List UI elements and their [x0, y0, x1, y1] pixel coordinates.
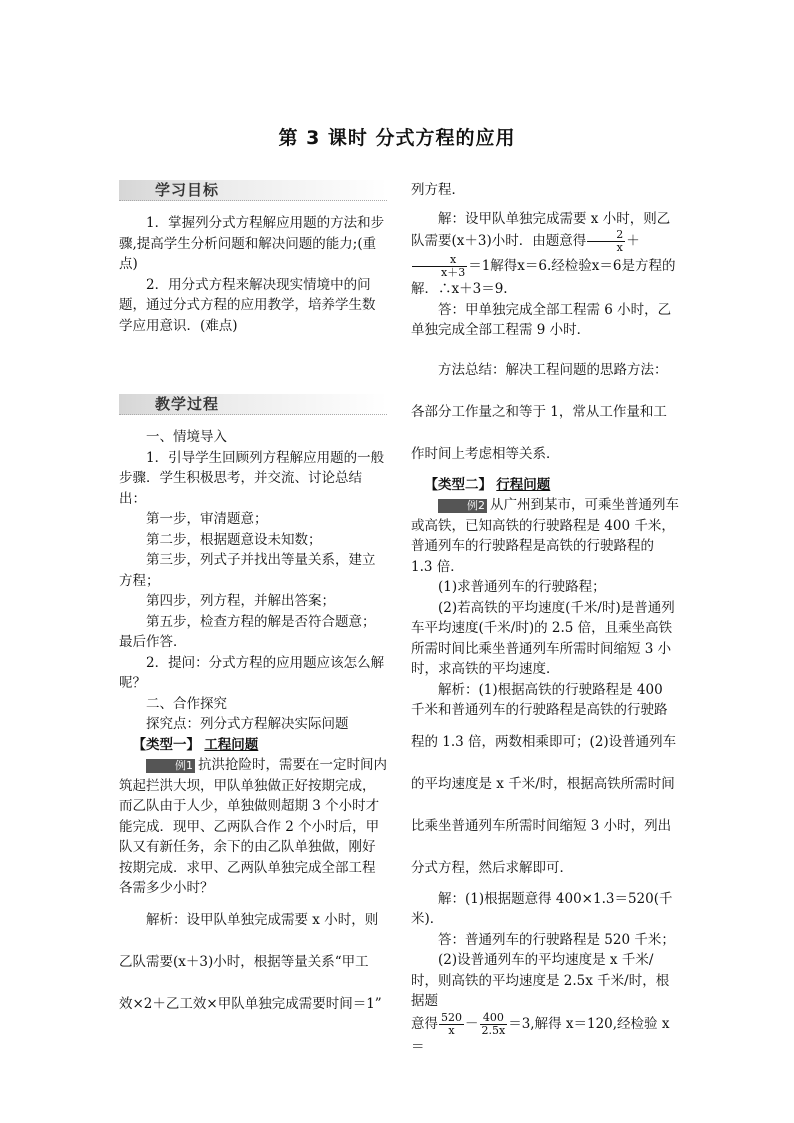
- solution-2-equation: [411, 1012, 679, 1058]
- denominator: 2.5x: [481, 1023, 506, 1037]
- solution-1: [411, 209, 679, 300]
- denominator: x: [616, 241, 623, 254]
- paragraph: 1．引导学生回顾列方程解应用题的一般步骤．学生积极思考，并交流、讨论总结出：: [119, 449, 385, 507]
- analysis-line: 比乘坐普通列车所需时间缩短 3 小时，列出: [411, 817, 672, 834]
- paragraph: 列方程．: [411, 182, 465, 198]
- left-column: [119, 180, 387, 1025]
- page-title: 第 3 课时 分式方程的应用: [278, 127, 516, 149]
- section-title: 学习目标: [155, 181, 220, 199]
- right-column: [411, 180, 679, 1057]
- goal-item: 1．掌握列分式方程解应用题的方法和步骤,提高学生分析问题和解决问题的能力;(重点): [119, 215, 385, 272]
- analysis-line: 的平均速度是 x 千米/时，根据高铁所需时间: [411, 775, 675, 792]
- operator: －: [465, 1015, 479, 1032]
- question: (2)若高铁的平均速度(千米/时)是普通列车平均速度(千米/时)的 2.5 倍，且乘坐高铁所需时间比乘坐普通列车所需时间缩短 3 小时，求高铁的平均速度．: [411, 599, 675, 677]
- section-header-process: [119, 394, 387, 415]
- question: (1)求普通列车的行驶路程；: [438, 579, 606, 595]
- solution-text: 解：设甲队单独完成需要 x 小时，则乙队需要(x＋3)小时．由题意得: [411, 210, 671, 249]
- section-title: 教学过程: [155, 395, 220, 413]
- step-item: 第一步，审清题意；: [146, 511, 268, 527]
- fraction: [412, 254, 467, 279]
- type-tag: 【类型一】: [132, 736, 200, 753]
- fraction: [587, 229, 625, 254]
- solution-text: 意得: [411, 1015, 438, 1032]
- answer: 答：普通列车的行驶路程是 520 千米；: [438, 931, 675, 948]
- analysis-line: 程的 1.3 倍，两数相乘即可；(2)设普通列车: [411, 733, 677, 750]
- example-text: 抗洪抢险时，需要在一定时间内筑起拦洪大坝，甲队单独做正好按期完成，而乙队由于人少，单独做则超期 3 个小时才能完成．现甲、乙两队合作 2 个小时后，甲队又有新任务，余下的由乙队单独做，刚好按期完成．求甲、乙两队单独完成全部工程各需多少小时？: [119, 757, 387, 896]
- analysis-line: 解析：设甲队单独完成需要 x 小时，则: [146, 911, 379, 928]
- subsection-heading: 二、合作探究: [146, 695, 227, 712]
- type-heading: [411, 475, 679, 496]
- solution-text: ＝1解得x＝6.经检验x＝6是方程的解．∴x＋3＝9.: [411, 258, 676, 297]
- section-header-goals: [119, 180, 387, 201]
- denominator: x＋3: [441, 266, 466, 279]
- solution-text: ＝3,解得 x＝120,经检验 x＝: [411, 1015, 670, 1055]
- type-name: 行程问题: [496, 476, 551, 493]
- method-summary: 作时间上考虑相等关系．: [411, 445, 560, 462]
- analysis-line: 解析：(1)根据高铁的行驶路程是 400 千米和普通列车的行驶路程是高铁的行驶路: [411, 681, 668, 718]
- analysis-line: 乙队需要(x＋3)小时，根据等量关系“甲工: [119, 953, 369, 970]
- fraction: [439, 1012, 464, 1037]
- fraction: [480, 1012, 508, 1037]
- numerator: 520: [441, 1010, 462, 1024]
- example-2: [411, 495, 679, 577]
- example-badge: 例1: [146, 759, 195, 773]
- step-item: 第四步，列方程，并解出答案；: [146, 593, 335, 609]
- numerator: 400: [480, 1012, 508, 1025]
- operator: ＋: [626, 233, 640, 249]
- numerator: x: [412, 254, 467, 267]
- analysis-line: 分式方程，然后求解即可．: [411, 859, 573, 876]
- subsection-heading: 一、情境导入: [146, 429, 227, 445]
- type-heading: [119, 735, 387, 756]
- example-badge: 例2: [438, 499, 487, 513]
- denominator: x: [448, 1023, 455, 1037]
- goal-item: 2．用分式方程来解决现实情境中的问题，通过分式方程的应用教学，培养学生数学应用意识．(难点): [119, 276, 376, 334]
- probe-point: 探究点：列分式方程解决实际问题: [146, 716, 349, 732]
- numerator: 2: [587, 229, 625, 242]
- type-tag: 【类型二】: [424, 476, 492, 493]
- example-text: 从广州到某市，可乘坐普通列车或高铁，已知高铁的行驶路程是 400 千米，普通列车的行驶路程是高铁的行驶路程的 1.3 倍．: [411, 497, 679, 575]
- step-item: 第二步，根据题意设未知数；: [146, 531, 322, 548]
- type-name: 工程问题: [204, 736, 259, 753]
- step-item: 第三步，列式子并找出等量关系，建立方程；: [119, 552, 376, 589]
- solution-2: (2)设普通列车的平均速度是 x 千米/时，则高铁的平均速度是 2.5x 千米/时，根据题: [411, 952, 670, 1009]
- example-1: [119, 755, 387, 899]
- paragraph: 2．提问：分式方程的应用题应该怎么解呢？: [119, 654, 385, 691]
- method-summary: 方法总结：解决工程问题的思路方法：: [438, 361, 668, 378]
- step-item: 第五步，检查方程的解是否符合题意；最后作答．: [119, 613, 376, 650]
- analysis-line: 效×2＋乙工效×甲队单独完成需要时间＝1”: [119, 995, 382, 1012]
- method-summary: 各部分工作量之和等于 1，常从工作量和工: [411, 403, 667, 420]
- answer: 答：甲单独完成全部工程需 6 小时，乙单独完成全部工程需 9 小时．: [411, 301, 672, 338]
- solution-2: 解：(1)根据题意得 400×1.3＝520(千米)．: [411, 890, 673, 927]
